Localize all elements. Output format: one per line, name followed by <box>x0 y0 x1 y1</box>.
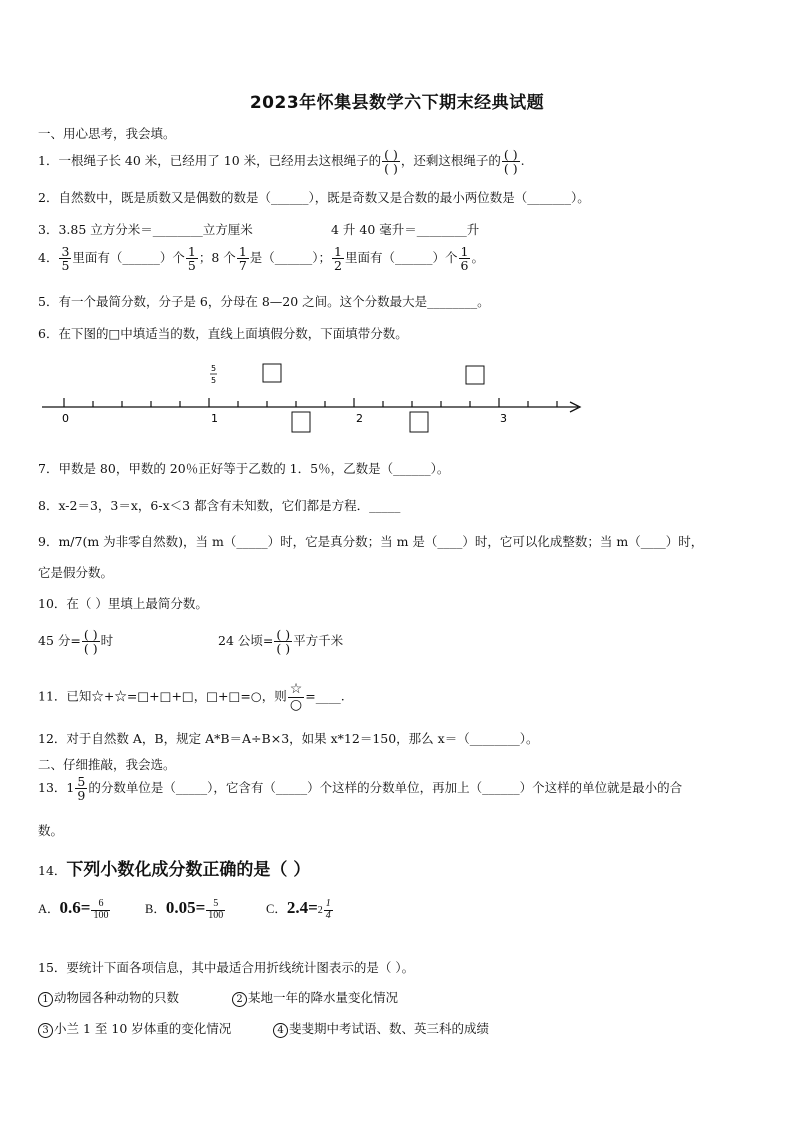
answer-box-below <box>292 412 310 432</box>
option-3[interactable]: 3 小兰 1 至 10 岁体重的变化情况 <box>38 1019 231 1038</box>
question-6: 6．在下图的□中填适当的数，直线上面填假分数，下面填带分数。 <box>38 326 408 341</box>
question-15: 15．要统计下面各项信息，其中最适合用折线统计图表示的是（ ）。 <box>38 960 415 975</box>
question-13: 13．1 $\frac{5}{9}$ 的分数单位是（_____），它含有（_____）个这样的分数单位，再加上（______）个这样的单位就是最小的合 <box>38 774 683 804</box>
fraction: $\frac{6}{100}$ <box>93 898 109 921</box>
fraction: $\frac{1}{5}$ <box>187 244 196 274</box>
question-1: 1．一根绳子长 40 米，已经用了 10 米，已经用去这根绳子的 $\frac{( )}{( )}$ ，还剩这根绳子的 $\frac{( )}{( )}$ . <box>38 147 525 177</box>
number-line-figure <box>36 360 596 440</box>
question-10-item-a: 45 分= $\frac{( )}{( )}$ 时 <box>38 627 114 657</box>
option-b[interactable]: B．0.05= $\frac{5}{100}$ <box>145 898 224 921</box>
mark-numerator: 5 <box>211 364 217 373</box>
question-2: 2．自然数中，既是质数又是偶数的数是（______），既是奇数又是合数的最小两位数是（_______）。 <box>38 190 590 205</box>
fraction-blank: $\frac{( )}{( )}$ <box>276 627 291 657</box>
question-12: 12．对于自然数 A，B，规定 A*B＝A÷B×3，如果 x*12＝150，那么 x＝（________）。 <box>38 731 539 746</box>
page-title: 2023年怀集县数学六下期末经典试题 <box>249 93 545 113</box>
option-2[interactable]: 2 某地一年的降水量变化情况 <box>232 988 398 1007</box>
symbol-fraction: $\frac{☆}{○}$ <box>289 681 303 713</box>
question-10: 10．在（ ）里填上最简分数。 <box>38 596 208 611</box>
mark-denominator: 5 <box>211 376 217 385</box>
answer-box-above <box>466 366 484 384</box>
question-3a: 3．3.85 立方分米＝________立方厘米 <box>38 222 253 237</box>
question-9-line-2: 它是假分数。 <box>38 565 114 580</box>
fraction-blank: $\frac{( )}{( )}$ <box>384 147 398 177</box>
option-1[interactable]: 1 动物园各种动物的只数 <box>38 988 179 1007</box>
answer-box-above <box>263 364 281 382</box>
question-4: 4． $\frac{3}{5}$ 里面有（______）个 $\frac{1}{5}$ ；8 个 $\frac{1}{7}$ 是（______）； $\frac{1}{2}$ 里面有（______）个 $\frac{1}{6}$ 。 <box>38 244 484 274</box>
question-14-text: 下列小数化成分数正确的是（ ） <box>66 860 311 880</box>
fraction: $\frac{1}{6}$ <box>460 244 469 274</box>
circled-number: 4 <box>273 1023 288 1038</box>
mixed-number-whole: 2 <box>317 905 323 916</box>
section-heading-1: 一、用心思考，我会填。 <box>38 126 176 141</box>
question-11: 11．已知☆+☆=□+□+□，□+□=○，则 $\frac{☆}{○}$ =____. <box>38 681 345 713</box>
fraction: $\frac{5}{100}$ <box>208 898 224 921</box>
fraction: $\frac{1}{2}$ <box>334 244 342 274</box>
option-c[interactable]: C．2.4=2 $\frac{1}{4}$ <box>266 898 331 921</box>
section-heading-2: 二、仔细推敲，我会选。 <box>38 757 176 772</box>
question-3b: 4 升 40 毫升＝________升 <box>331 222 480 237</box>
option-4[interactable]: 4 斐斐期中考试语、数、英三科的成绩 <box>273 1019 489 1038</box>
axis-label-0: 0 <box>62 412 69 425</box>
axis-label-3: 3 <box>500 412 507 425</box>
circled-number: 2 <box>232 992 247 1007</box>
mixed-number-whole: 1 <box>66 780 75 796</box>
circled-number: 3 <box>38 1023 53 1038</box>
fraction: $\frac{1}{4}$ <box>325 898 331 921</box>
fraction: $\frac{1}{7}$ <box>238 244 247 274</box>
question-13-line-2: 数。 <box>38 823 64 838</box>
question-14: 14．下列小数化成分数正确的是（ ） <box>38 860 311 880</box>
number-line-ticks <box>64 398 557 407</box>
axis-label-1: 1 <box>211 412 218 425</box>
fraction: $\frac{5}{9}$ <box>77 774 86 804</box>
option-a[interactable]: A．0.6= $\frac{6}{100}$ <box>38 898 109 921</box>
answer-box-below <box>410 412 428 432</box>
question-1-text-b: ，还剩这根绳子的 <box>400 153 501 169</box>
question-1-text-a: 1．一根绳子长 40 米，已经用了 10 米，已经用去这根绳子的 <box>38 153 382 169</box>
question-8: 8．x-2＝3，3＝x，6-x＜3 都含有未知数，它们都是方程．_____ <box>38 498 401 513</box>
question-5: 5．有一个最简分数，分子是 6，分母在 8—20 之间。这个分数最大是________。 <box>38 294 490 309</box>
fraction: $\frac{3}{5}$ <box>61 244 70 274</box>
question-9-line-1: 9．m/7(m 为非零自然数)，当 m（_____）时，它是真分数；当 m 是（____）时，它可以化成整数；当 m（____）时， <box>38 534 704 549</box>
fraction-blank: $\frac{( )}{( )}$ <box>83 627 98 657</box>
fraction-blank: $\frac{( )}{( )}$ <box>503 147 518 177</box>
circled-number: 1 <box>38 992 53 1007</box>
axis-label-2: 2 <box>356 412 363 425</box>
question-7: 7．甲数是 80，甲数的 20％正好等于乙数的 1．5％，乙数是（______）。 <box>38 461 450 476</box>
question-10-item-b: 24 公顷= $\frac{( )}{( )}$ 平方千米 <box>218 627 344 657</box>
